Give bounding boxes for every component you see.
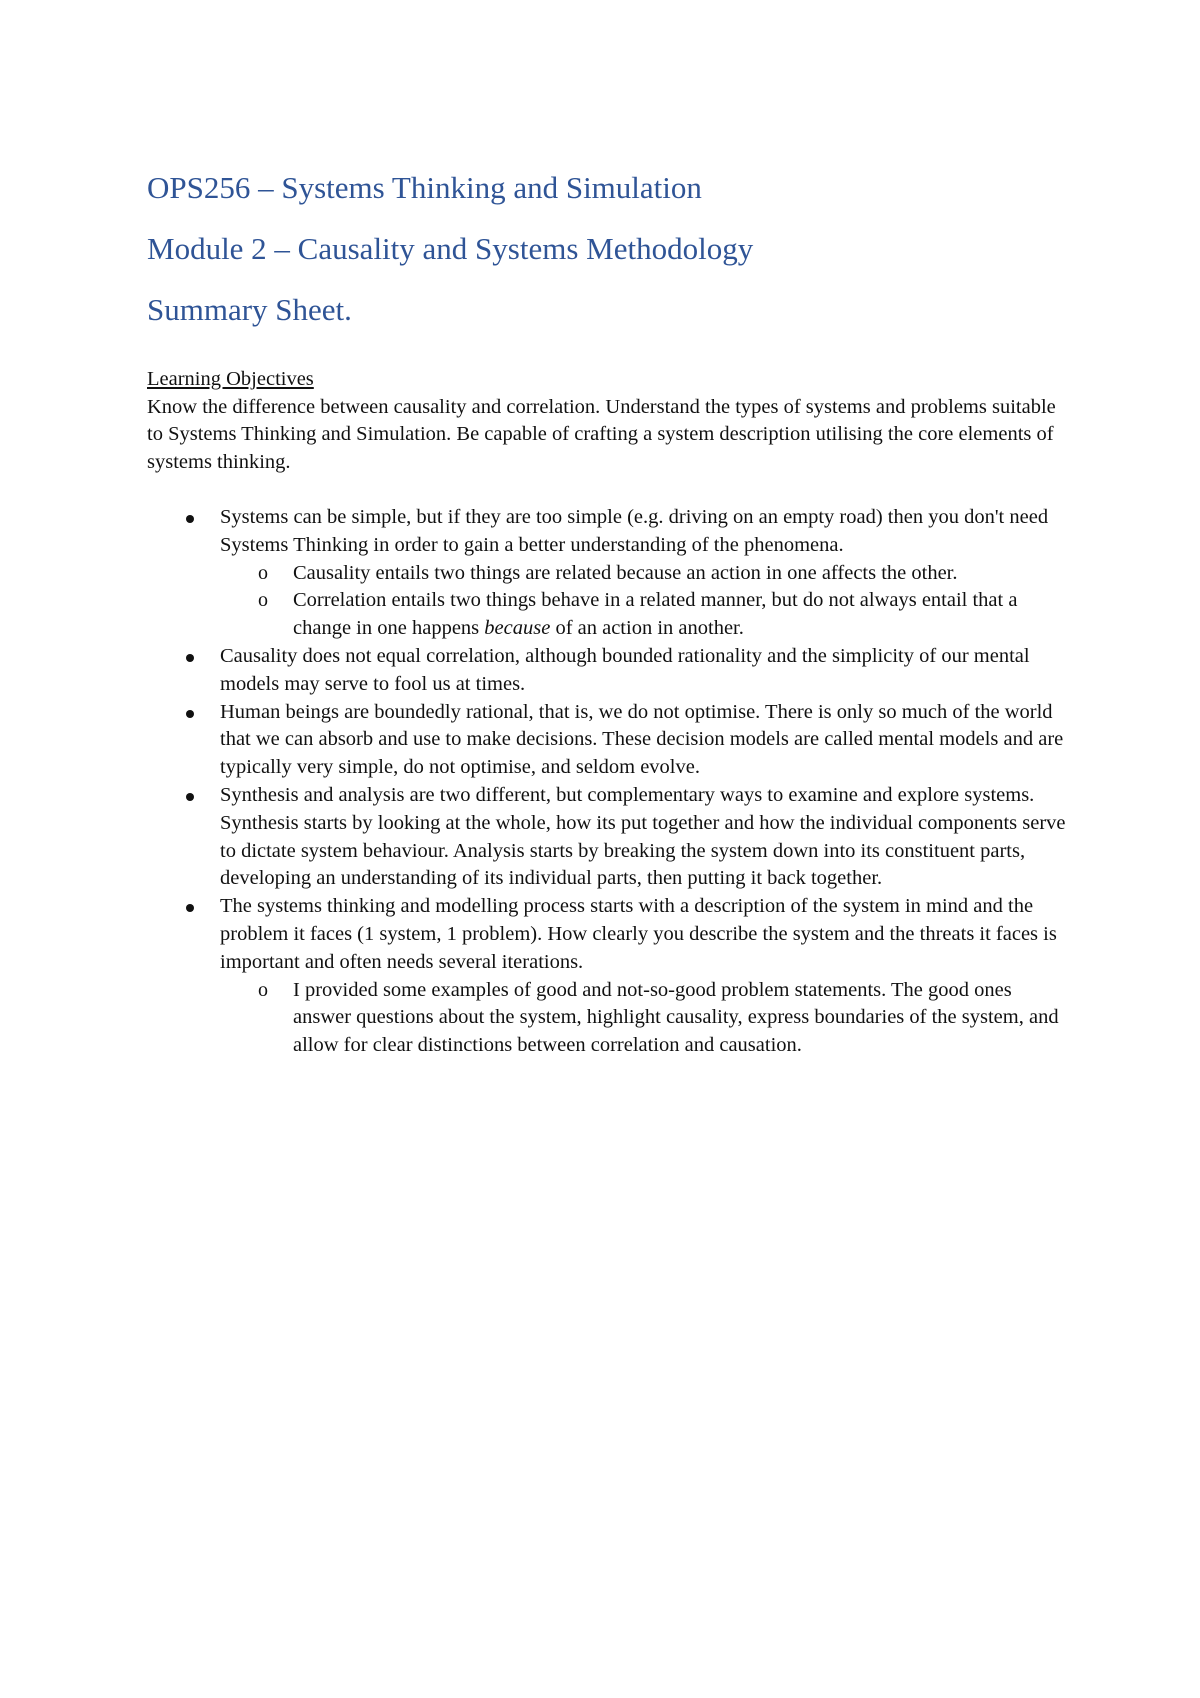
sub-bullet-text: Causality entails two things are related because an action in one affects the other. [293, 561, 958, 584]
sub-bullet-marker: o [258, 978, 268, 1001]
bullet-text: Human beings are boundedly rational, that is, we do not optimise. There is only so much of the world that we can absorb and use to make decisions. These decision models are called mental models and are typically very simple, do not optimise, and seldom evolve. [220, 700, 1064, 779]
sub-bullet-marker: o [258, 561, 268, 584]
bullet-text: Synthesis and analysis are two different, but complementary ways to examine and explore systems. Synthesis starts by looking at the whole, how its put together and how the individual components serve to dictate system behaviour. Analysis starts by breaking the system down into its constituent parts, developing an understanding of its individual parts, then putting it back together. [220, 783, 1066, 890]
bullet-text: The systems thinking and modelling process starts with a description of the system in mind and the problem it faces (1 system, 1 problem). How clearly you describe the system and the threats it faces is important and often needs several iterations. [220, 895, 1057, 973]
bullet-dot-icon [186, 710, 194, 718]
sub-bullet-item [220, 587, 1067, 643]
learning-objectives-section [147, 366, 1067, 476]
learning-objectives-heading: Learning Objectives [147, 368, 314, 390]
bullet-dot-icon [186, 904, 194, 912]
sub-bullet-list [220, 977, 1067, 1060]
bullet-item [147, 643, 1067, 699]
summary-sheet-title: Summary Sheet. [147, 292, 352, 327]
document-content [147, 168, 1067, 1060]
learning-objectives-text: Know the difference between causality and correlation. Understand the types of systems and problems suitable to Systems Thinking and Simulation. Be capable of crafting a system description utilising the core elements of systems thinking. [147, 395, 1056, 473]
bullet-item [147, 699, 1067, 782]
module-title: Module 2 – Causality and Systems Methodology [147, 231, 754, 266]
course-title: OPS256 – Systems Thinking and Simulation [147, 170, 702, 205]
sub-bullet-item [220, 977, 1067, 1060]
bullet-text: Systems can be simple, but if they are too simple (e.g. driving on an empty road) then you don't need Systems Thinking in order to gain a better understanding of the phenomena. [220, 506, 1049, 556]
bullet-item [147, 782, 1067, 893]
summary-bullet-list [147, 504, 1067, 1060]
sub-bullet-text-after: of an action in another. [550, 617, 744, 640]
sub-bullet-marker: o [258, 589, 268, 612]
sub-bullet-text-before: Correlation entails two things behave in a related manner, but do not always entail that a change in one happens [293, 589, 1018, 640]
bullet-dot-icon [186, 793, 194, 801]
bullet-dot-icon [186, 515, 194, 523]
bullet-item [147, 893, 1067, 1060]
sub-bullet-list [220, 560, 1067, 643]
bullet-item [147, 504, 1067, 643]
sub-bullet-item [220, 560, 1067, 588]
bullet-dot-icon [186, 654, 194, 662]
bullet-text: Causality does not equal correlation, although bounded rationality and the simplicity of our mental models may serve to fool us at times. [220, 644, 1030, 695]
sub-bullet-emphasis: because [484, 617, 551, 640]
sub-bullet-text: I provided some examples of good and not-so-good problem statements. The good ones answer questions about the system, highlight causality, express boundaries of the system, and allow for clear distinctions between correlation and causation. [293, 978, 1059, 1057]
